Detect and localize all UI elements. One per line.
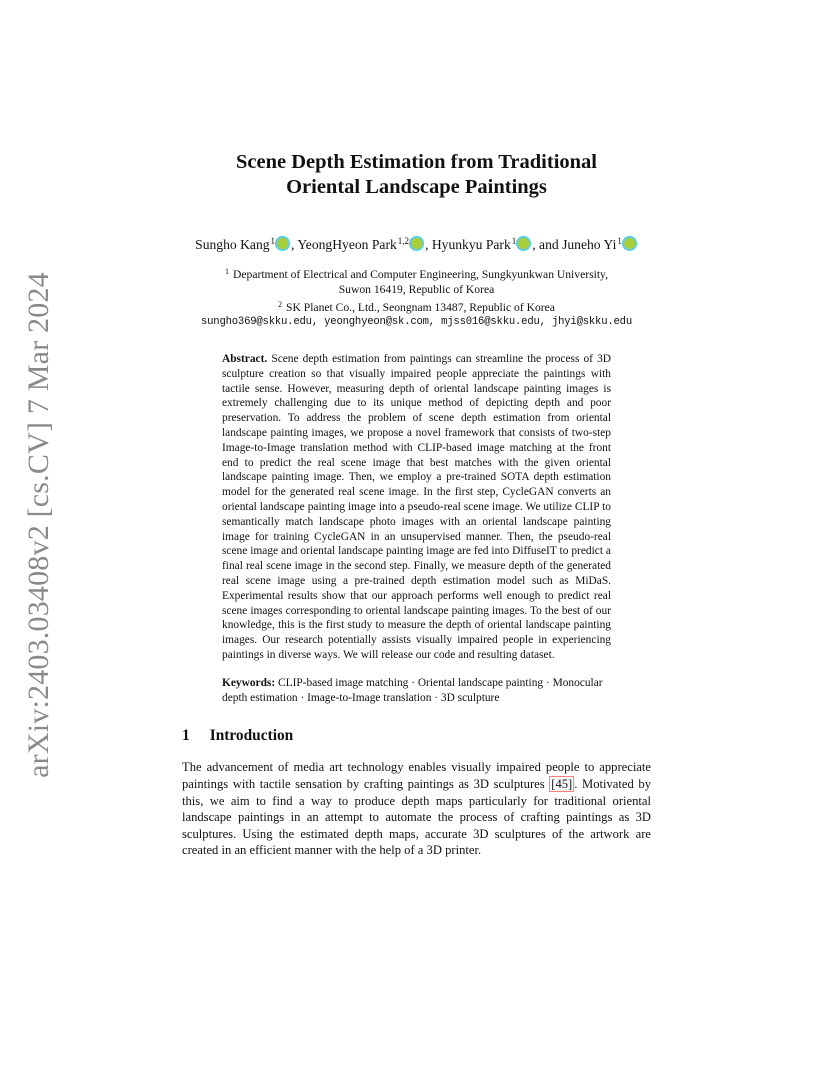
title-line-2: Oriental Landscape Paintings — [286, 176, 547, 198]
keywords-text: CLIP-based image matching · Oriental landscape painting · Monocular depth estimation · Image-to-Image translation · 3D sculpture — [222, 676, 603, 704]
title-line-1: Scene Depth Estimation from Traditional — [235, 151, 598, 173]
section-number: 1 — [182, 727, 190, 745]
affiliation-text: SK Planet Co., Ltd., Seongnam 13487, Republic of Korea — [286, 301, 555, 314]
author-3 — [432, 237, 532, 252]
author-name: YeongHyeon Park — [297, 237, 397, 252]
paper-title — [182, 150, 651, 200]
author-affil-mark: 1 — [617, 236, 622, 246]
arxiv-sidebar-stamp — [18, 272, 60, 778]
orcid-icon[interactable] — [623, 237, 636, 250]
author-2 — [297, 237, 425, 252]
author-name: Juneho Yi — [562, 237, 617, 252]
intro-text-after-citation: . Motivated by this, we aim to find a way to produce depth maps particularly for traditional oriental landscape paintings in an attempt to automate the process of crafting paintings as 3D sculptures. Using the estimated depth maps, accurate 3D sculptures of the artwork are created in an efficient manner with the help of a 3D printer. — [182, 776, 651, 858]
affiliation-1-line-2: Suwon 16419, Republic of Korea — [338, 283, 495, 296]
keywords — [222, 676, 611, 706]
author-affil-mark: 1 — [511, 236, 517, 246]
author-1 — [195, 237, 291, 252]
abstract-text: Scene depth estimation from paintings can streamline the process of 3D sculpture creation so that visually impaired people appreciate the paintings with tactile sense. However, measuring depth of oriental landscape painting images is extremely challenging due to its unique method of depicting depth and poor preservation. To address the problem of scene depth estimation from oriental landscape painting images, we propose a novel framework that consists of two-step Image-to-Image translation method with CLIP-based image matching at the front end to predict the real scene image that best matches with the given oriental landscape painting image. Then, we employ a pre-trained SOTA depth estimation model for the generated real scene image. In the first step, CycleGAN converts an oriental landscape painting image into a pseudo-real scene image. We utilize CLIP to semantically match landscape photo images with an oriental landscape painting image for training CycleGAN in an unsupervised manner. Then, the pseudo-real scene image and oriental landscape painting image are fed into DiffuseIT to predict a final real scene image in the second step. Finally, we measure depth of the generated real scene image using a pre-trained depth estimation model such as MiDaS. Experimental results show that our approach performs well enough to predict real scene images corresponding to oriental landscape painting images. To the best of our knowledge, this is the first study to measure the depth of oriental landscape painting images. Our research potentially assists visually impaired people in experiencing paintings in diverse ways. We will release our code and resulting dataset. — [222, 353, 611, 661]
citation-link[interactable]: [45] — [551, 776, 573, 791]
orcid-icon[interactable] — [276, 237, 289, 250]
abstract-label: Abstract. — [222, 353, 268, 365]
affiliation-text: Department of Electrical and Computer Engineering, Sungkyunkwan University, — [233, 268, 608, 281]
affiliations — [182, 264, 651, 315]
author-affil-mark: 1,2 — [397, 236, 410, 246]
author-name: Hyunkyu Park — [431, 237, 511, 252]
affiliation-2 — [182, 297, 651, 315]
author-list: Sungho Kang$^1$ , YeongHyeon Park$^{1,2}$ , Hyunkyu Park$^1$ , and Juneho Yi$^1$ — [182, 232, 651, 254]
intro-text-before-citation: The advancement of media art technology enables visually impaired people to appreciate paintings with tactile sensation by crafting paintings as 3D sculptures — [182, 760, 651, 791]
affiliation-number: 1 — [225, 267, 229, 276]
affiliation-1 — [182, 264, 651, 282]
abstract — [222, 352, 611, 663]
introduction-paragraph — [182, 759, 651, 859]
section-heading — [182, 727, 651, 745]
orcid-icon[interactable] — [410, 237, 423, 250]
author-connector: and — [539, 237, 559, 252]
author-emails[interactable]: sungho369@skku.edu, yeonghyeon@sk.com, mjss016@skku.edu, jhyi@skku.edu — [200, 316, 632, 328]
arxiv-identifier: arXiv:2403.03408v2 [cs.CV] 7 Mar 2024 — [22, 272, 56, 778]
affiliation-number: 2 — [278, 300, 283, 309]
paper-page — [182, 150, 651, 859]
author-4 — [562, 237, 638, 252]
keywords-label: Keywords: — [222, 676, 276, 689]
author-affil-mark: 1 — [270, 236, 276, 246]
section-title: Introduction — [209, 727, 294, 745]
author-name: Sungho Kang — [195, 237, 270, 252]
orcid-icon[interactable] — [517, 237, 530, 250]
